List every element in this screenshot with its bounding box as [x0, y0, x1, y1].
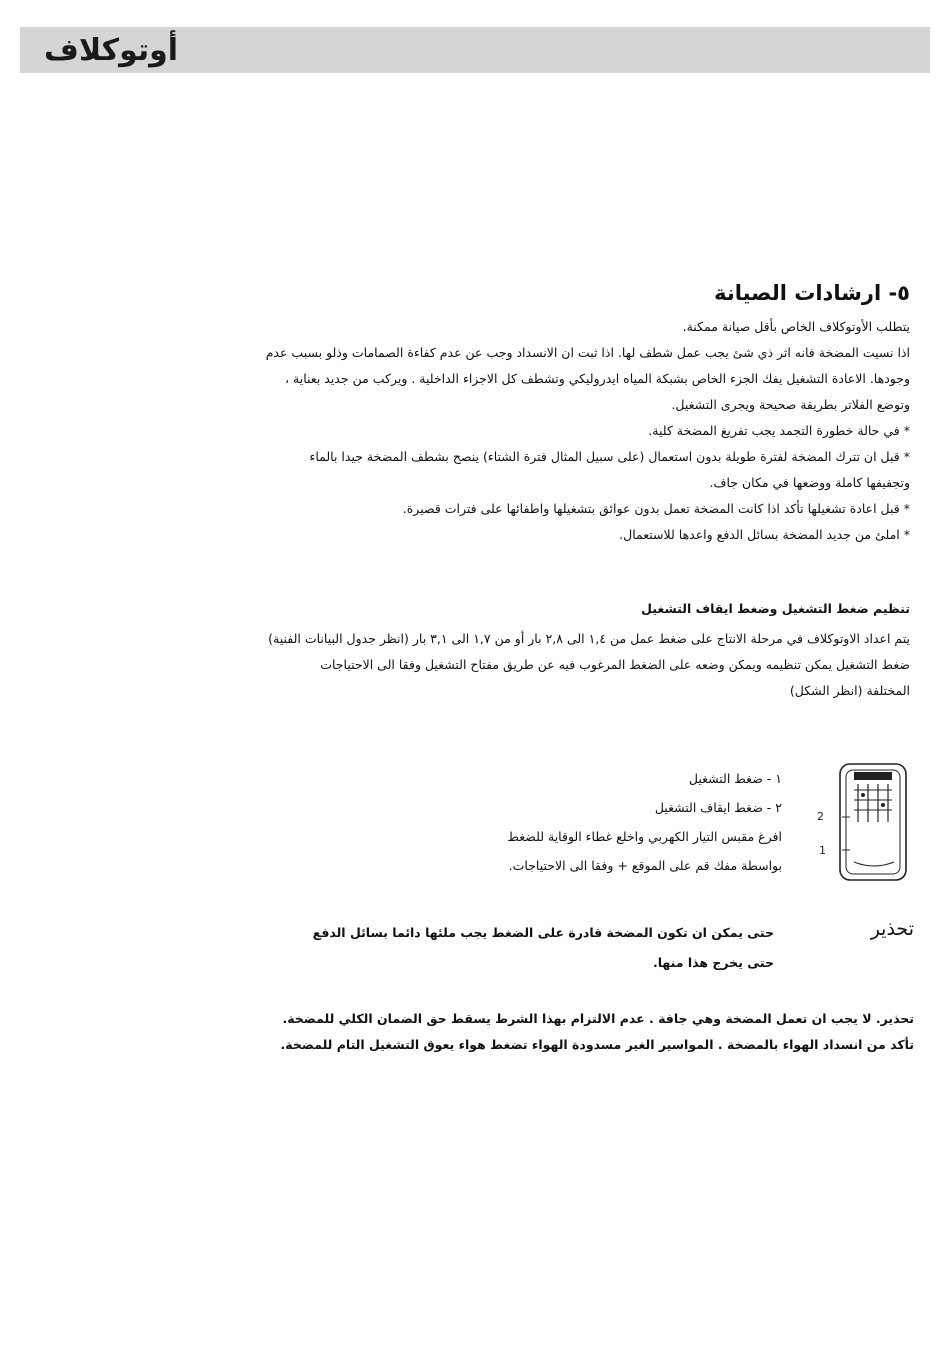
warning-line: حتى يمكن ان تكون المضخة قادرة على الضغط يجب ملئها دائما بسائل الدفع	[312, 925, 774, 940]
warning-label: تحذير	[870, 918, 914, 940]
maintenance-bullet: * قبل ان تترك المضخة لفترة طويلة بدون استعمال (على سبيل المثال فترة الشتاء) ينصح بشطف المضخة جيدا بالماء	[309, 449, 910, 464]
maintenance-line: وتوضع الفلاتر بطريقة صحيحة ويجرى التشغيل.	[671, 397, 910, 412]
diagram-legend-item: افرغ مقبس التيار الكهربي واخلع غطاء الوقاية للضغط	[507, 829, 782, 844]
pressure-paragraph	[38, 626, 910, 704]
maintenance-line: وتجفيفها كاملة ووضعها في مكان جاف.	[709, 475, 910, 490]
pressure-switch-illustration	[818, 762, 910, 882]
pressure-subheading: تنظيم ضغط التشغيل وضغط ايقاف التشغيل	[641, 601, 910, 616]
diagram-label-1: 1	[819, 844, 826, 857]
page-title: أوتوكلاف	[44, 33, 179, 68]
warning-text	[313, 918, 774, 978]
diagram-legend-item: بواسطة مفك قم على الموقع + وفقا الى الاحتياجات.	[508, 858, 782, 873]
maintenance-heading: ٥- ارشادات الصيانة	[714, 281, 910, 305]
caution-line: تحذير. لا يجب ان تعمل المضخة وهي جافة . عدم الالتزام بهذا الشرط يسقط حق الضمان الكلي للمضخة.	[282, 1011, 914, 1026]
caution-line: تأكد من انسداد الهواء بالمضخة . المواسير الغير مسدودة الهواء تضغط هواء يعوق التشغيل التام للمضخة.	[280, 1037, 914, 1052]
maintenance-line: يتطلب الأوتوكلاف الخاص بأقل صيانة ممكنة.	[682, 319, 910, 334]
pressure-line: يتم اعداد الاوتوكلاف في مرحلة الانتاج على ضغط عمل من ١,٤ الى ٢,٨ بار أو من ١,٧ الى ٣,١ بار (انظر جدول البيانات الفنية)	[268, 631, 910, 646]
caution-note	[281, 1006, 914, 1058]
warning-line: حتى يخرج هذا منها.	[652, 955, 774, 970]
maintenance-line: اذا نسيت المضخة فانه اثر ذي شئ يجب عمل شطف لها. اذا ثبت ان الانسداد وجب عن عدم كفاءة الصمامات وذلو بسبب عدم	[265, 345, 910, 360]
diagram-legend-item: ٢ - ضغط ايقاف التشغيل	[654, 800, 782, 815]
diagram-label-2: 2	[817, 810, 824, 823]
maintenance-bullet: * املئ من جديد المضخة بسائل الدفع واعدها للاستعمال.	[619, 527, 910, 542]
diagram-legend	[507, 764, 782, 880]
pressure-switch-diagram	[818, 762, 910, 882]
pressure-line: ضغط التشغيل يمكن تنظيمه ويمكن وضعه على الضغط المرغوب فيه عن طريق مفتاح التشغيل وفقا الى الاحتياجات	[320, 657, 910, 672]
maintenance-line: وجودها. الاعادة التشغيل يفك الجزء الخاص بشبكة المياه ايدروليكي وتشطف كل الاجزاء الداخلية . ويركب من جديد بعناية ،	[285, 371, 910, 386]
diagram-legend-item: ١ - ضغط التشغيل	[688, 771, 782, 786]
maintenance-bullet: * قبل اعادة تشغيلها تأكد اذا كانت المضخة تعمل بدون عوائق بتشغيلها واطفائها على فترات قصيرة.	[402, 501, 910, 516]
pressure-line: المختلفة (انظر الشكل)	[789, 683, 910, 698]
maintenance-bullet: * في حالة خطورة التجمد يجب تفريغ المضخة كلية.	[648, 423, 910, 438]
maintenance-paragraph	[38, 314, 910, 548]
